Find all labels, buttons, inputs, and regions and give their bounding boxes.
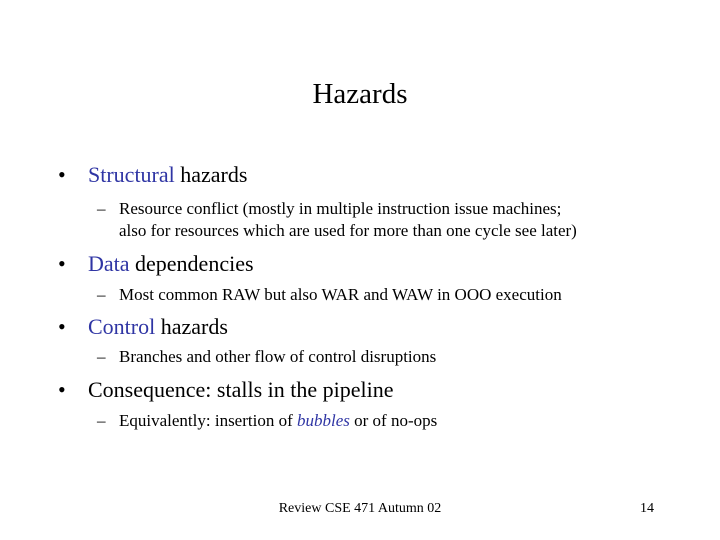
bullet-icon: •: [58, 251, 66, 276]
sub-bullet-raw-war-waw: [97, 284, 562, 306]
slide-footer: Review CSE 471 Autumn 02: [278, 501, 442, 516]
sub-bullet-branches: [97, 346, 436, 368]
bullet-consequence: [58, 377, 394, 403]
dash-icon: –: [97, 411, 106, 430]
bullet-text: dependencies: [129, 251, 254, 276]
sub-bullet-prefix: Equivalently: insertion of: [119, 411, 297, 430]
sub-bullet-emphasis: bubbles: [297, 411, 350, 430]
bullet-icon: •: [58, 162, 66, 187]
sub-bullet-text: Most common RAW but also WAR and WAW in OOO execution: [119, 285, 562, 304]
bullet-text: hazards: [174, 162, 248, 187]
sub-bullet-suffix: or of no-ops: [349, 411, 438, 430]
bullet-icon: •: [58, 314, 66, 339]
sub-bullet-text-line2: also for resources which are used for more than one cycle see later): [119, 221, 577, 240]
dash-icon: –: [97, 347, 106, 366]
bullet-keyword: Structural: [88, 162, 175, 187]
bullet-structural-hazards: [58, 162, 247, 188]
bullet-text: Consequence: stalls in the pipeline: [88, 377, 394, 402]
bullet-icon: •: [58, 377, 66, 402]
slide-title: Hazards: [312, 78, 408, 110]
bullet-control-hazards: [58, 314, 228, 340]
dash-icon: –: [97, 199, 106, 218]
bullet-keyword: Data: [88, 251, 130, 276]
sub-bullet-text-line1: Resource conflict (mostly in multiple instruction issue machines;: [119, 199, 562, 218]
sub-bullet-text: Branches and other flow of control disruptions: [119, 347, 437, 366]
bullet-text: hazards: [155, 314, 228, 339]
dash-icon: –: [97, 285, 106, 304]
bullet-keyword: Control: [88, 314, 156, 339]
bullet-data-dependencies: [58, 251, 254, 277]
sub-bullet-bubbles: [97, 410, 437, 432]
sub-bullet-resource-conflict: [97, 198, 577, 242]
page-number: 14: [640, 501, 654, 516]
